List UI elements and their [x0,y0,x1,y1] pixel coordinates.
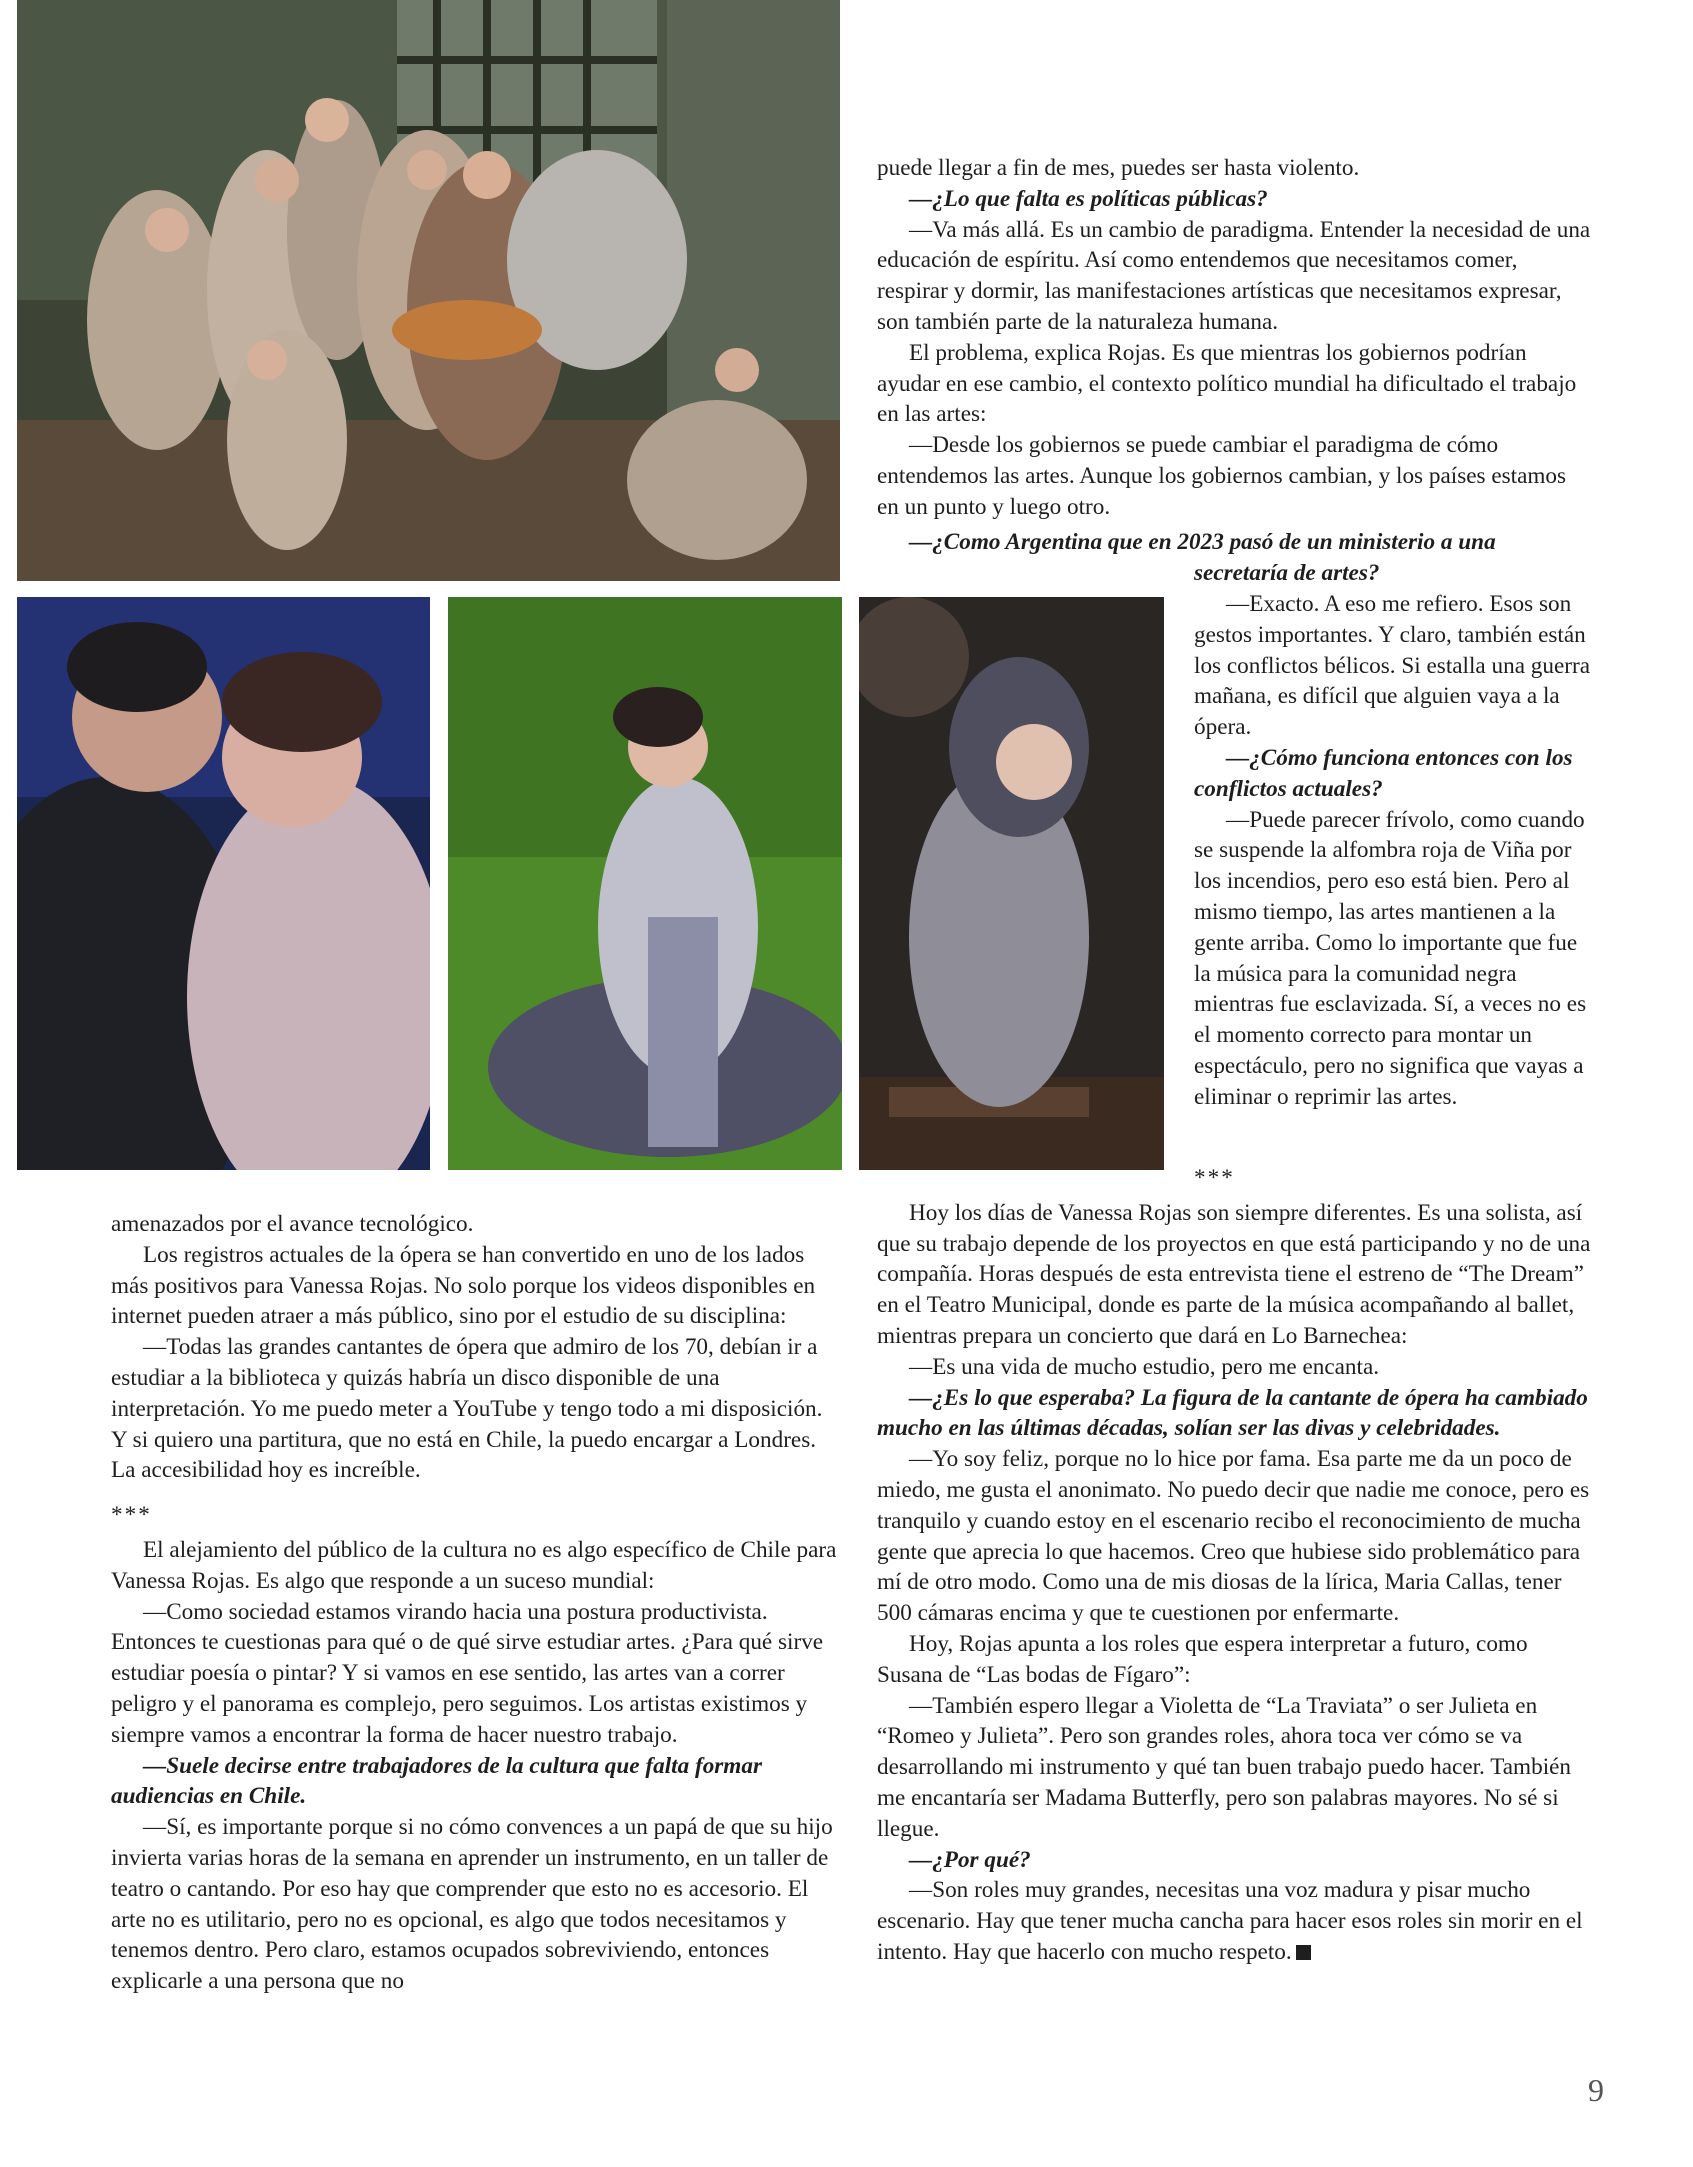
left-column [111,1209,839,1997]
paragraph: Los registros actuales de la ópera se han convertido en uno de los lados más positivos para Vanessa Rojas. No solo porque los videos disponibles en internet pueden atraer a más público, sino por el estudio de su disciplina: [111,1241,816,1330]
paragraph: El problema, explica Rojas. Es que mientras los gobiernos podrían ayudar en ese cambio, el contexto político mundial ha dificultado el trabajo en las artes: [877,339,1577,428]
end-of-article-mark [1296,1945,1311,1960]
paragraph: puede llegar a fin de mes, puedes ser hasta violento. [877,155,1360,181]
paragraph: —Todas las grandes cantantes de ópera que admiro de los 70, debían ir a estudiar a la biblioteca y quizás habría un disco disponible de una interpretación. Yo me puedo meter a YouTube y tengo todo a mi disposición. Y si quiero una partitura, que no está en Chile, la puedo encargar a Londres. La accesibilidad hoy es increíble. [111,1334,823,1484]
paragraph: —Desde los gobiernos se puede cambiar el paradigma de cómo entendemos las artes. Aunque los gobiernos cambian, y los países estamos en un punto y luego otro. [877,432,1567,520]
paragraph: —También espero llegar a Violetta de “La Traviata” o ser Julieta en “Romeo y Julieta”. Pero son grandes roles, ahora toca ver cómo se va desarrollando mi instrumento y qué tan buen trabajo puedo hacer. También me encantaría ser Madama Butterfly, pero son palabras mayores. No sé si llegue. [877,1692,1572,1842]
paragraph: amenazados por el avance tecnológico. [111,1211,474,1237]
interview-question: —¿Por qué? [909,1846,1031,1873]
interview-question: —¿Cómo funciona entonces con los conflictos actuales? [1194,744,1573,802]
kneeling-singer-photo [448,597,842,1170]
duet-photo [17,597,430,1170]
paragraph: —Sí, es importante porque si no cómo convences a un papá de que su hijo invierta varias horas de la semana en aprender un instrumento, en un taller de teatro o cantando. Por eso hay que comprender que esto no es accesorio. El arte no es utilitario, pero no es opcional, es algo que todos necesitamos y tenemos dentro. Pero claro, estamos ocupados sobreviviendo, entonces explicarle a una persona que no [111,1814,833,1995]
paragraph: Hoy, Rojas apunta a los roles que espera interpretar a futuro, como Susana de “Las bodas de Fígaro”: [877,1630,1528,1688]
question-line: secretaría de artes? [1194,559,1380,586]
paragraph: —Como sociedad estamos virando hacia una postura productivista. Entonces te cuestionas para qué o de qué sirve estudiar artes. ¿Para qué sirve estudiar poesía o pintar? Y si vamos en ese sentido, las artes van a correr peligro y el panorama es complejo, pero seguimos. Los artistas existimos y siempre vamos a encontrar la forma de hacer nuestro trabajo. [111,1598,824,1748]
paragraph-text: —Son roles muy grandes, necesitas una voz madura y pisar mucho escenario. Hay que tener mucha cancha para hacer esos roles sin morir en el intento. Hay que hacerlo con mucho respeto. [877,1877,1583,1965]
page-number: 9 [1588,2072,1604,2108]
paragraph: —Exacto. A eso me refiero. Esos son gestos importantes. Y claro, también están los conflictos bélicos. Si estalla una guerra mañana, es difícil que alguien vaya a la ópera. [1194,591,1591,741]
question-line: —¿Como Argentina que en 2023 pasó de un ministerio a una [909,529,1496,555]
nun-photo [859,597,1164,1170]
paragraph: —Yo soy feliz, porque no lo hice por fama. Esa parte me da un poco de miedo, me gusta el anonimato. No puedo decir que nadie me conoce, pero es tranquilo y cuando estoy en el escenario recibo el reconocimiento de mucha gente que aprecia lo que hacemos. Creo que hubiese sido problemático para mí de otro modo. Como una de mis diosas de la lírica, Maria Callas, tener 500 cámaras encima y que te cuestionen por enfermarte. [877,1446,1590,1627]
section-divider: *** [111,1502,152,1529]
interview-question [877,527,1593,589]
interview-question: —¿Lo que falta es políticas públicas? [909,185,1268,212]
group-performance-photo [17,0,840,581]
interview-question: —Suele decirse entre trabajadores de la cultura que falta formar audiencias en Chile. [111,1752,762,1810]
section-divider: *** [1194,1165,1235,1191]
paragraph: —Va más allá. Es un cambio de paradigma. Entender la necesidad de una educación de espíritu. Así como entendemos que necesitamos comer, respirar y dormir, las manifestaciones artísticas que necesitamos expresar, son también parte de la naturaleza humana. [877,216,1591,335]
right-upper-column [877,153,1593,523]
paragraph [877,1875,1593,1967]
paragraph: El alejamiento del público de la cultura no es algo específico de Chile para Vanessa Rojas. Es algo que responde a un suceso mundial: [111,1536,837,1594]
paragraph: —Es una vida de mucho estudio, pero me encanta. [909,1353,1380,1380]
right-lower-column [877,1163,1593,1968]
paragraph: Hoy los días de Vanessa Rojas son siempre diferentes. Es una solista, así que su trabajo depende de los proyectos en que está participando y no de una compañía. Horas después de esta entrevista tiene el estreno de “The Dream” en el Teatro Municipal, donde es parte de la música acompañando al ballet, mientras prepara un concierto que dará en Lo Barnechea: [877,1199,1591,1349]
narrow-column [1194,589,1596,1113]
paragraph: —Puede parecer frívolo, como cuando se suspende la alfombra roja de Viña por los incendios, pero eso está bien. Pero al mismo tiempo, las artes mantienen a la gente arriba. Como lo importante que fue la música para la comunidad negra mientras fue esclavizada. Sí, a veces no es el momento correcto para montar un espectáculo, pero no significa que vayas a eliminar o reprimir las artes. [1194,806,1587,1110]
interview-question: —¿Es lo que esperaba? La figura de la cantante de ópera ha cambiado mucho en las últimas décadas, solían ser las divas y celebridades. [877,1384,1588,1442]
